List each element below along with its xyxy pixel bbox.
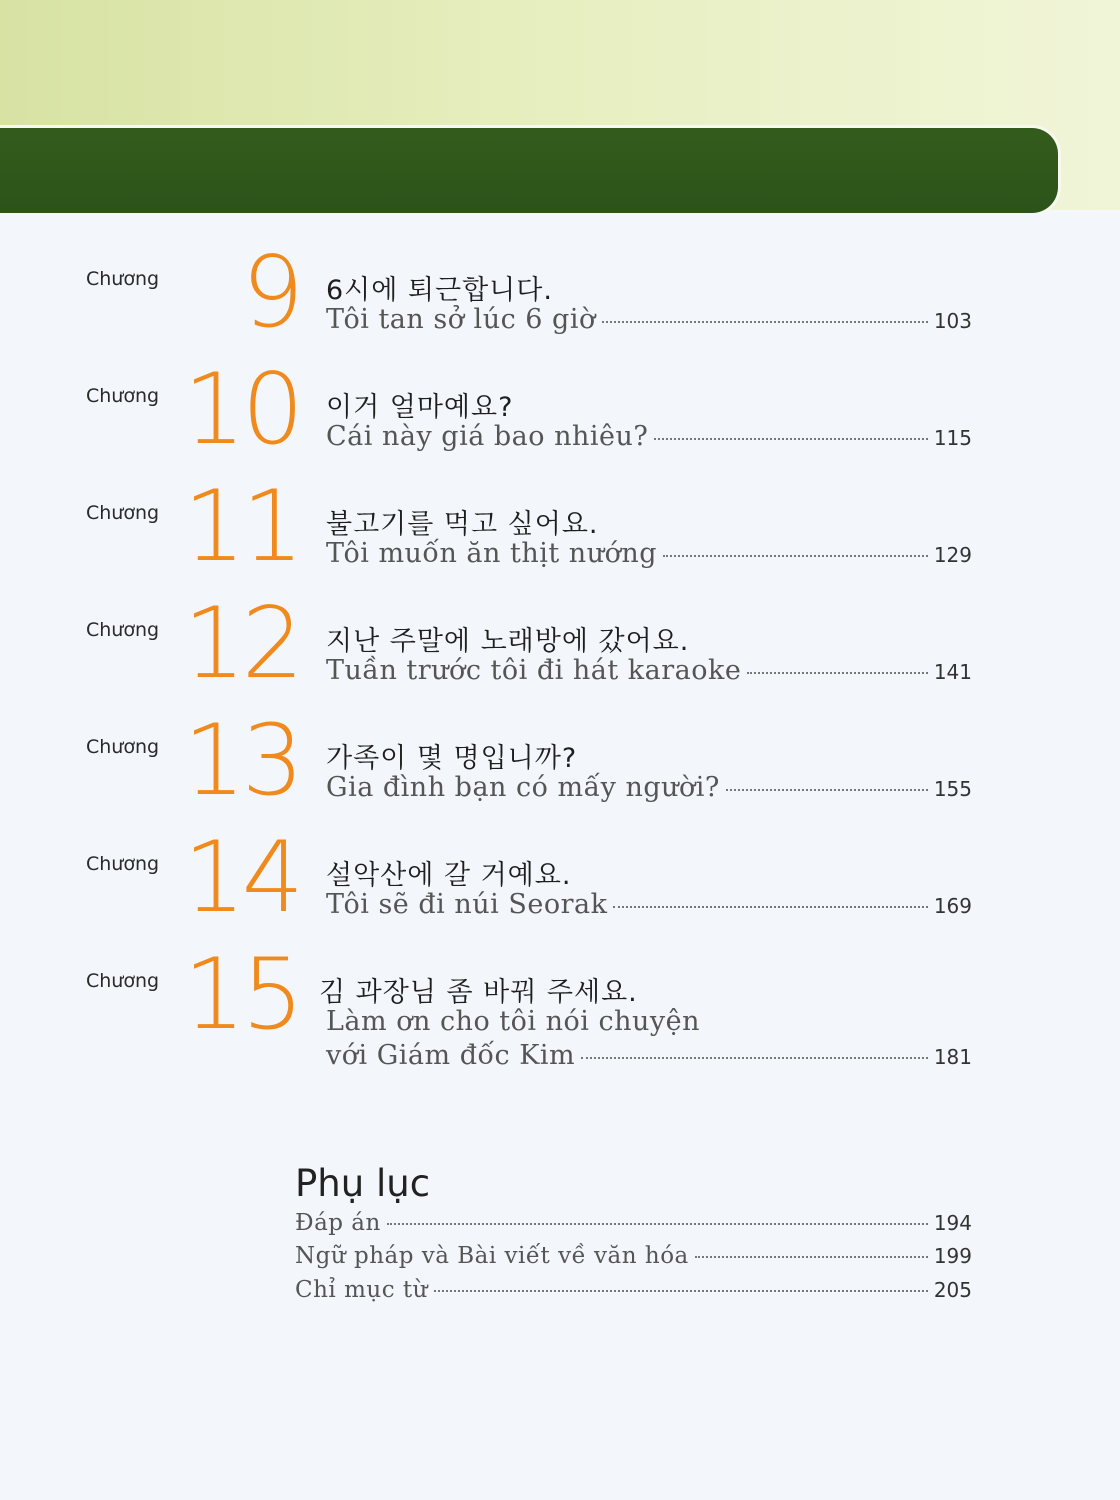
- dot-leader: [654, 438, 927, 440]
- dot-leader: [434, 1290, 928, 1292]
- chapter-label: Chương: [86, 736, 160, 758]
- dot-leader: [602, 321, 928, 323]
- dot-leader: [695, 1256, 928, 1258]
- page-number: 194: [933, 1211, 972, 1235]
- chapter-vietnamese-title: Tuần trước tôi đi hát karaoke: [326, 655, 742, 686]
- appendix-item-label: Chỉ mục từ: [295, 1277, 428, 1303]
- dot-leader: [581, 1057, 928, 1059]
- chapter-entry-11[interactable]: [0, 470, 1120, 608]
- appendix-item-grammar[interactable]: [295, 1243, 972, 1269]
- page-number: 155: [933, 777, 972, 801]
- chapter-number: 10: [183, 353, 300, 467]
- chapter-number: 12: [183, 587, 300, 701]
- chapter-label: Chương: [86, 502, 160, 524]
- chapter-number: 11: [183, 470, 300, 584]
- appendix-item-index[interactable]: [295, 1277, 972, 1303]
- chapter-entry-9[interactable]: [0, 236, 1120, 374]
- page-number: 205: [933, 1278, 972, 1302]
- chapter-vietnamese-title: với Giám đốc Kim: [326, 1040, 576, 1071]
- appendix-item-answers[interactable]: [295, 1210, 972, 1236]
- chapter-entry-14[interactable]: [0, 821, 1120, 959]
- chapter-entry-13[interactable]: [0, 704, 1120, 842]
- page-number: 181: [933, 1045, 972, 1069]
- chapter-number: 9: [241, 236, 300, 350]
- chapter-vietnamese-title: Gia đình bạn có mấy người?: [326, 772, 720, 803]
- dot-leader: [726, 789, 928, 791]
- chapter-entry-10[interactable]: [0, 353, 1120, 491]
- page-number: 169: [933, 894, 972, 918]
- chapter-vietnamese-title-line1: Làm ơn cho tôi nói chuyện: [326, 1006, 700, 1037]
- header-band: [0, 128, 1058, 213]
- page-number: 103: [933, 309, 972, 333]
- chapter-label: Chương: [86, 970, 160, 992]
- dot-leader: [747, 672, 927, 674]
- dot-leader: [613, 906, 927, 908]
- chapter-korean-title: 설악산에 갈 거예요.: [326, 860, 572, 891]
- appendix-title: Phụ lục: [295, 1162, 431, 1205]
- chapter-vietnamese-title: Tôi tan sở lúc 6 giờ: [326, 304, 596, 335]
- page-number: 141: [933, 660, 972, 684]
- chapter-korean-title: 가족이 몇 명입니까?: [326, 743, 578, 774]
- chapter-number: 13: [183, 704, 300, 818]
- appendix-item-label: Đáp án: [295, 1210, 381, 1236]
- chapter-vietnamese-title: Tôi sẽ đi núi Seorak: [326, 889, 608, 920]
- chapter-vietnamese-title: Cái này giá bao nhiêu?: [326, 421, 649, 452]
- chapter-label: Chương: [86, 619, 160, 641]
- chapter-entry-15[interactable]: [0, 938, 1120, 1096]
- chapter-korean-title: 이거 얼마예요?: [326, 392, 514, 423]
- chapter-korean-title: 6시에 퇴근합니다.: [326, 275, 553, 306]
- chapter-vietnamese-title: Tôi muốn ăn thịt nướng: [326, 538, 658, 569]
- appendix-item-label: Ngữ pháp và Bài viết về văn hóa: [295, 1243, 689, 1269]
- page-number: 129: [933, 543, 972, 567]
- page-number: 115: [933, 426, 972, 450]
- dot-leader: [387, 1223, 928, 1225]
- chapter-korean-title: 김 과장님 좀 바꿔 주세요.: [319, 977, 638, 1008]
- chapter-korean-title: 지난 주말에 노래방에 갔어요.: [326, 626, 690, 657]
- page-number: 199: [933, 1244, 972, 1268]
- chapter-number: 14: [183, 821, 300, 935]
- dot-leader: [663, 555, 928, 557]
- chapter-label: Chương: [86, 853, 160, 875]
- chapter-label: Chương: [86, 268, 160, 290]
- chapter-label: Chương: [86, 385, 160, 407]
- chapter-number: 15: [183, 938, 300, 1052]
- chapter-korean-title: 불고기를 먹고 싶어요.: [326, 509, 599, 540]
- chapter-entry-12[interactable]: [0, 587, 1120, 725]
